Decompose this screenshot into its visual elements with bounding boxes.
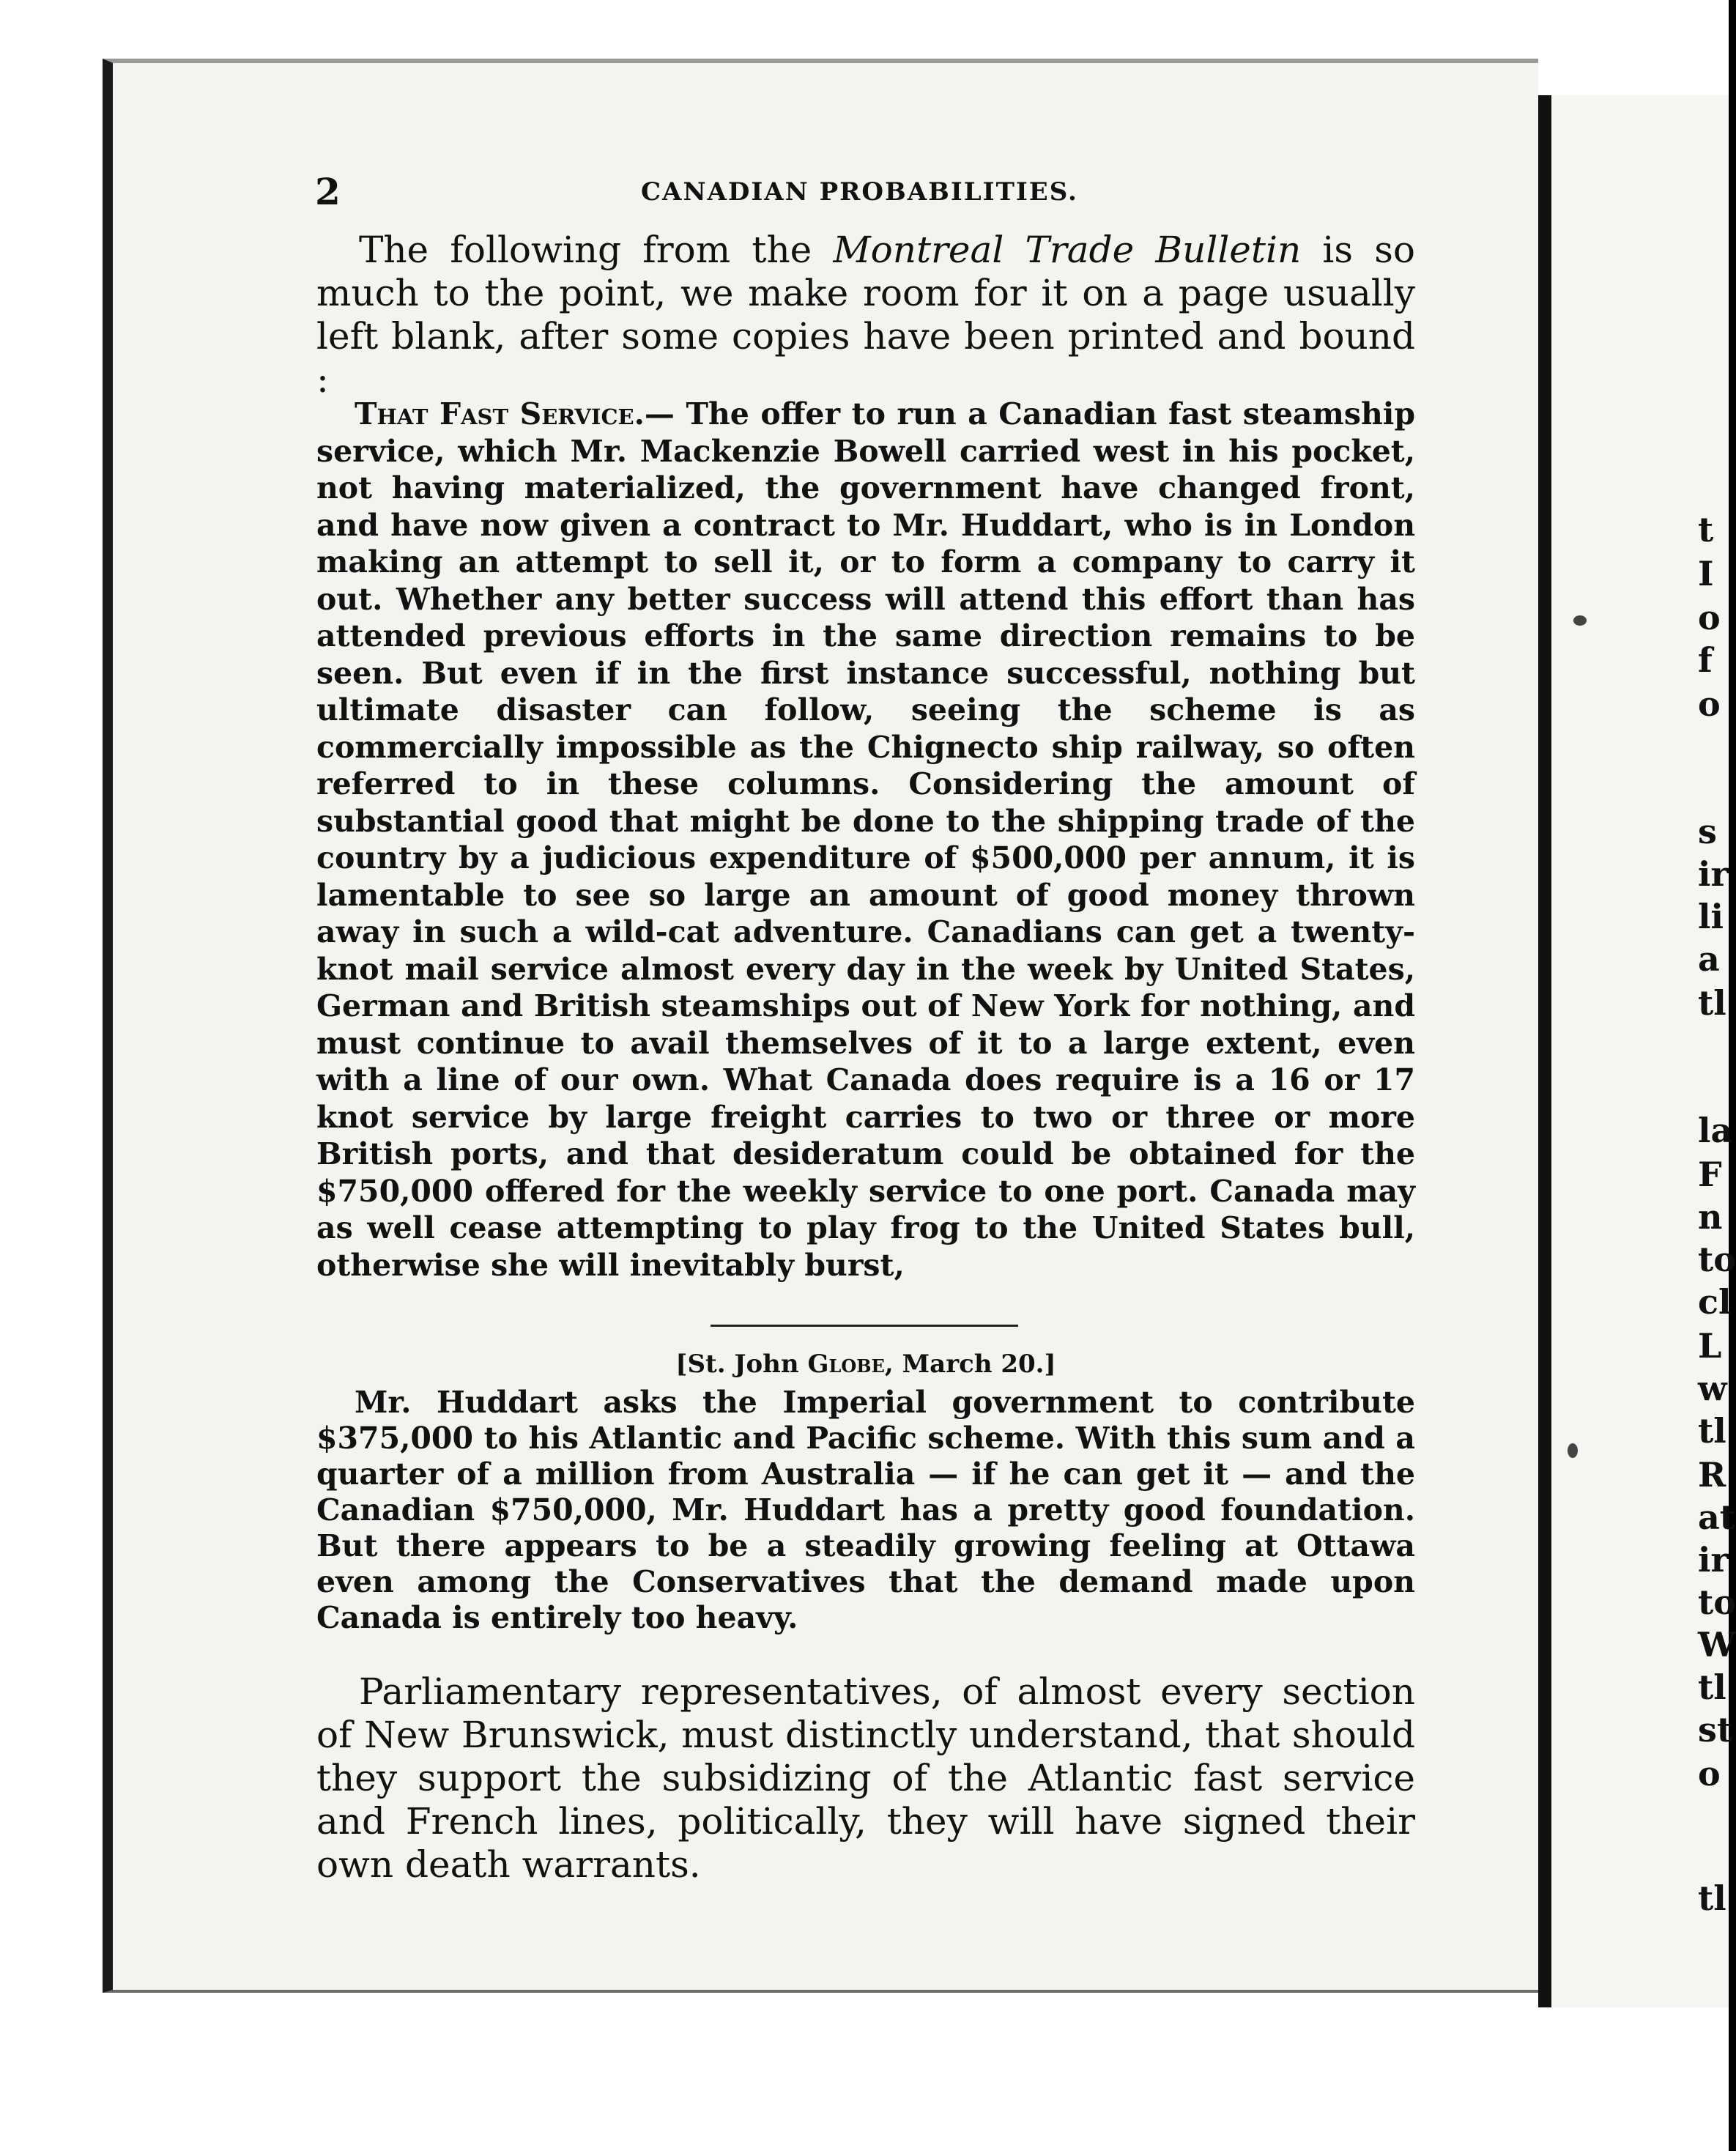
scan-left-margin <box>0 0 103 2151</box>
intro-text-start: The following from the <box>359 229 834 271</box>
facing-page-fragment: tl <box>1698 983 1726 1023</box>
facing-page-fragment: tl <box>1698 1878 1726 1918</box>
facing-page-fragment: w <box>1698 1369 1727 1408</box>
attribution-paper: Globe <box>807 1350 885 1379</box>
globe-excerpt-body: Mr. Huddart asks the Imperial government to contribute $375,000 to his Atlantic and Pacific scheme. With this sum and a quarter of a million from Australia — if he can get it — and the Canadian $750,000, Mr. Huddart has a pretty good foundation. But there appears to be a steadily growing feeling at Ottawa even among the Conservatives that the demand made upon Canada is entirely too heavy. <box>316 1385 1415 1635</box>
section-divider <box>711 1325 1018 1327</box>
facing-page-fragment: ir <box>1698 1540 1729 1580</box>
scan-speck <box>1568 1443 1578 1458</box>
running-title: CANADIAN PROBABILITIES. <box>641 177 1078 207</box>
intro-paragraph <box>316 229 1415 401</box>
facing-page-fragment: at <box>1698 1497 1736 1537</box>
facing-page-fragment: cl <box>1698 1282 1732 1322</box>
article-body: — The offer to run a Canadian fast steamship service, which Mr. Mackenzie Bowell carried west in his pocket, not having materialized, the government have changed front, and have now given a contract to Mr. Huddart, who is in London making an attempt to sell it, or to form a company to carry it out. Whether any better success will attend this effort than has attended previous efforts in the same direction remains to be seen. But even if in the first instance successful, nothing but ultimate disaster can follow, seeing the scheme is as commercially impossible as the Chignecto ship railway, so often referred to in these columns. Considering the amount of substantial good that might be done to the shipping trade of the country by a judicious expenditure of $500,000 per annum, it is lamentable to see so large an amount of good money thrown away in such a wild-cat adventure. Canadians can get a twenty-knot mail service almost every day in the week by United States, German and British steamships out of New York for nothing, and must continue to avail themselves of it to a large extent, even with a line of our own. What Canada does require is a 16 or 17 knot service by large freight carries to two or three or more British ports, and that desideratum could be obtained for the $750,000 offered for the weekly service to one port. Canada may as well cease attempting to play frog to the United States bull, otherwise she will inevitably burst, <box>316 396 1415 1283</box>
facing-page-fragment: to <box>1698 1240 1736 1279</box>
page-header <box>315 170 1414 214</box>
page-number: 2 <box>315 170 341 213</box>
attribution-close: , March 20.] <box>884 1350 1056 1379</box>
closing-body: Parliamentary representatives, of almost every section of New Brunswick, must distinctly understand, that should they support the subsidizing of the Atlantic fast service and French lines, politically, they will have signed their own death warrants. <box>316 1670 1415 1886</box>
source-title: Montreal Trade Bulletin <box>833 229 1302 271</box>
attribution-open: [St. John <box>675 1350 808 1379</box>
facing-page-fragment: a <box>1698 939 1720 979</box>
facing-page-fragment: to <box>1698 1582 1736 1622</box>
facing-page-fragment: f <box>1698 640 1713 680</box>
facing-page-fragment: st <box>1698 1710 1733 1750</box>
closing-paragraph <box>316 1670 1415 1887</box>
facing-page-fragment: o <box>1698 684 1721 724</box>
facing-page-fragment: o <box>1698 1754 1721 1793</box>
quoted-article <box>316 396 1415 1284</box>
facing-page-fragment: F <box>1698 1155 1722 1194</box>
facing-page-fragment: li <box>1698 897 1724 936</box>
facing-page-fragment: ir <box>1698 854 1729 894</box>
facing-page-fragment: la <box>1698 1111 1733 1150</box>
facing-page-fragment: L <box>1698 1326 1722 1366</box>
source-attribution <box>316 1350 1415 1379</box>
scan-speck <box>1573 615 1587 626</box>
facing-page-fragment: I <box>1698 554 1714 593</box>
scan-bottom-margin <box>0 2007 1729 2151</box>
facing-page-fragment: n <box>1698 1197 1723 1237</box>
facing-page-fragment: t <box>1698 510 1714 549</box>
facing-page-fragment: o <box>1698 598 1721 637</box>
article-heading: That Fast Service. <box>355 396 645 432</box>
facing-page-fragment: tl <box>1698 1411 1726 1451</box>
facing-page-fragment: W <box>1698 1625 1736 1665</box>
facing-page-fragment: tl <box>1698 1667 1726 1707</box>
intro-text-end: is so much to the point, we make room for it on a page usually left blank, after some copies have been printed and bound : <box>316 229 1415 401</box>
globe-excerpt <box>316 1385 1415 1636</box>
facing-page-fragment: R <box>1698 1455 1726 1495</box>
facing-page-fragment: s <box>1698 812 1717 851</box>
